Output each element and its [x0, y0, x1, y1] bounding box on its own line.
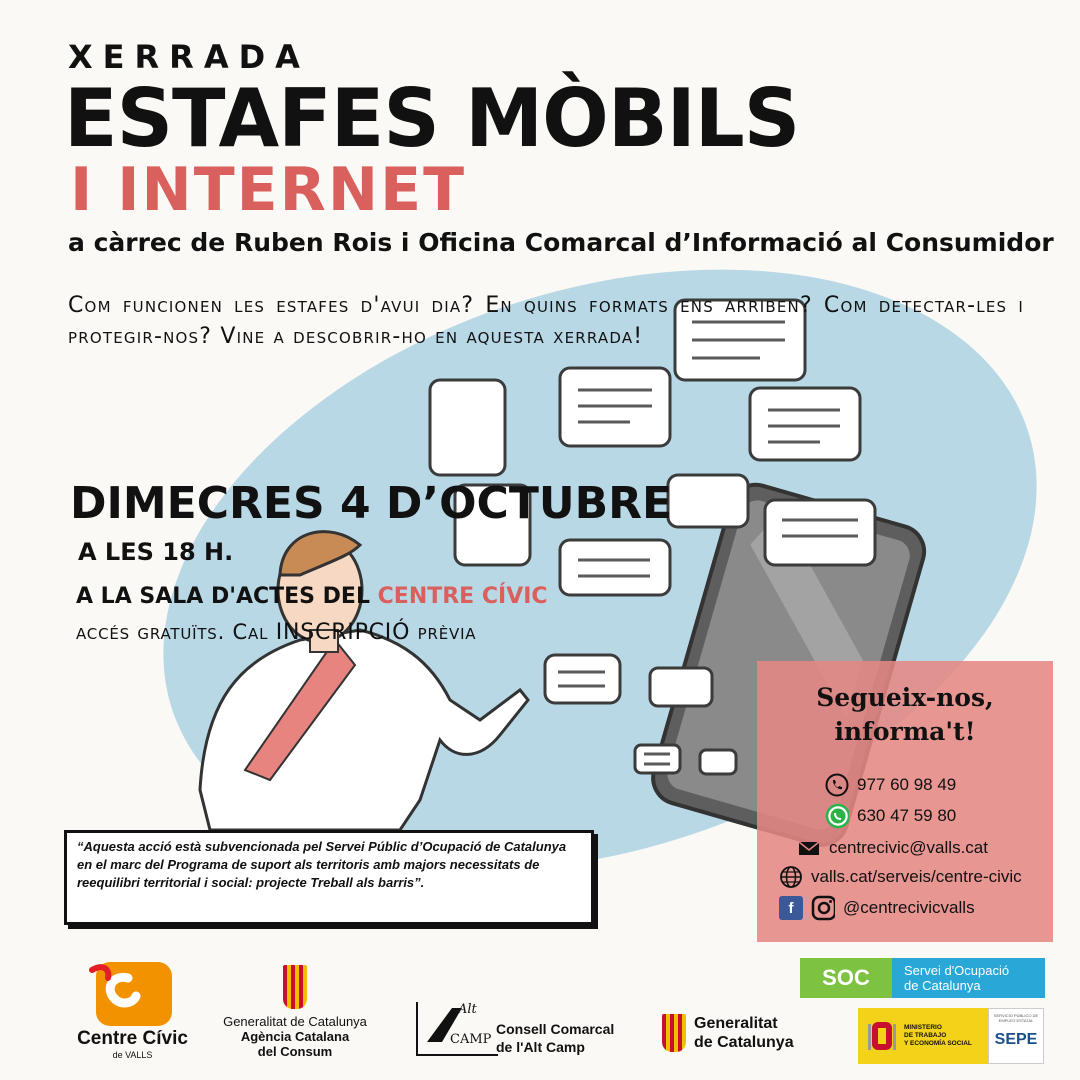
alt-camp-word-1: Alt — [458, 1002, 477, 1017]
man-illustration — [200, 532, 528, 830]
place-highlight: CENTRE CÍVIC — [377, 584, 548, 609]
agencia-consum-logo — [210, 965, 380, 1065]
ministerio-sepe-logo — [858, 1008, 1044, 1064]
centre-civic-sub: de VALLS — [112, 1050, 153, 1060]
coat-of-arms-icon — [866, 1016, 898, 1056]
ministerio-line-2: DE TRABAJO — [904, 1032, 947, 1039]
access-info — [76, 620, 476, 645]
email-address: centrecivic@valls.cat — [829, 838, 988, 857]
consell-line-2: de l'Alt Camp — [496, 1039, 585, 1055]
generalitat-logo — [662, 1014, 794, 1052]
agencia-line-1: Generalitat de Catalunya — [223, 1014, 367, 1029]
centre-civic-mark — [84, 960, 174, 1028]
whatsapp-number: 630 47 59 80 — [857, 806, 957, 825]
soc-line-1: Servei d'Ocupació — [904, 963, 1010, 978]
agencia-line-2: Agència Catalana — [240, 1029, 350, 1044]
phone-number: 977 60 98 49 — [857, 775, 957, 794]
contact-panel — [757, 661, 1053, 942]
contact-title — [757, 681, 1053, 749]
generalitat-line-1: Generalitat — [694, 1015, 778, 1032]
consell-comarcal-text — [496, 1020, 614, 1056]
soc-logo — [800, 958, 1045, 998]
agencia-line-3: del Consum — [257, 1044, 333, 1059]
centre-civic-name: Centre Cívic — [77, 1028, 188, 1049]
phone-row[interactable] — [825, 773, 956, 797]
event-place — [76, 584, 548, 609]
access-part-3: prèvia — [410, 620, 477, 644]
title-line-2: I INTERNET — [70, 155, 466, 225]
soc-line-2: de Catalunya — [904, 978, 981, 993]
alt-camp-logo — [416, 1002, 498, 1056]
ministerio-line-1: MINISTERIO — [904, 1024, 942, 1031]
event-time: A LES 18 H. — [78, 538, 234, 566]
centre-civic-logo — [70, 960, 195, 1065]
contact-title-line-2: informa't! — [834, 717, 976, 746]
event-date: DIMECRES 4 D’OCTUBRE — [70, 478, 673, 529]
title-line-1: ESTAFES MÒBILS — [64, 72, 800, 165]
sepe-label: SEPE — [994, 1031, 1038, 1048]
kicker: XERRADA — [68, 38, 310, 76]
contact-title-line-1: Segueix-nos, — [816, 683, 994, 712]
instagram-icon[interactable] — [811, 896, 835, 920]
whatsapp-icon — [825, 804, 849, 828]
access-part-1: accés gratuïts. Cal — [76, 620, 276, 644]
ministerio-line-3: Y ECONOMÍA SOCIAL — [904, 1040, 972, 1047]
byline: a càrrec de Ruben Rois i Oficina Comarcal d’Informació al Consumidor — [68, 228, 1054, 257]
facebook-icon[interactable]: f — [779, 896, 803, 920]
globe-icon — [779, 865, 803, 889]
subsidy-note: “Aquesta acció està subvencionada pel Servei Públic d’Ocupació de Catalunya en el marc del Programa de suport als territoris amb majors necessitats de reequilibri territorial i social: projecte Treball als barris”. — [64, 830, 594, 925]
catalan-flag-icon — [283, 965, 307, 1009]
consell-line-1: Consell Comarcal — [496, 1021, 615, 1037]
generalitat-line-2: de Catalunya — [694, 1034, 794, 1051]
catalan-flag-icon — [662, 1014, 686, 1052]
soc-badge: SOC — [800, 958, 892, 998]
sepe-small-text: SERVICIO PÚBLICO DE EMPLEO ESTATAL — [993, 1013, 1039, 1023]
place-prefix: A LA SALA D'ACTES DEL — [76, 584, 378, 609]
whatsapp-row[interactable] — [825, 804, 956, 828]
intro-text: Com funcionen les estafes d'avui dia? En quins formats ens arriben? Com detectar-les i protegir-nos? Vine a descobrir-ho en aquesta xerrada! — [68, 293, 1024, 349]
access-part-2: INSCRIPCIÓ — [275, 620, 411, 645]
web-row[interactable] — [779, 865, 1022, 889]
phone-icon — [825, 773, 849, 797]
social-handle: @centrecivicvalls — [843, 898, 975, 917]
email-row[interactable] — [797, 836, 988, 860]
mail-icon — [797, 836, 821, 860]
alt-camp-word-2: CAMP — [450, 1032, 492, 1047]
web-address: valls.cat/serveis/centre-civic — [811, 867, 1022, 886]
social-row[interactable] — [779, 896, 975, 920]
